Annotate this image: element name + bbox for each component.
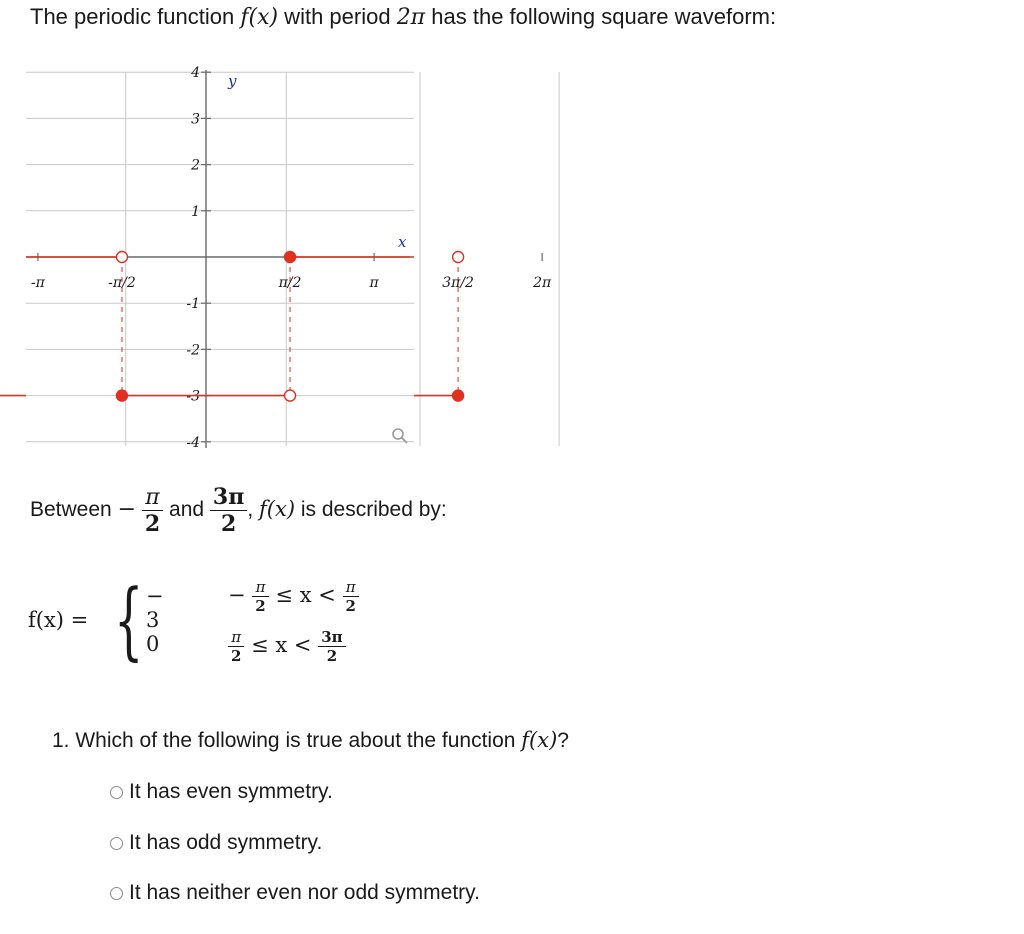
cond2-mid: ≤ x < — [251, 633, 312, 657]
option-odd-symmetry[interactable] — [110, 831, 322, 855]
option-label: It has neither even nor odd symmetry. — [129, 881, 480, 904]
radio-button[interactable] — [110, 887, 123, 900]
cond1-right-num: π — [345, 578, 356, 596]
square-wave-graph — [26, 64, 552, 456]
intro-mid: with period — [278, 4, 397, 29]
closed-endpoint — [116, 390, 127, 401]
intro-text — [30, 4, 776, 30]
piece-value-1: − 3 — [146, 584, 164, 632]
open-endpoint — [116, 252, 127, 263]
intro-period: 2π — [396, 5, 426, 30]
axes — [26, 70, 410, 448]
y-tick-label: -1 — [186, 296, 200, 313]
cond2-left-num: π — [231, 628, 242, 646]
waveform — [0, 257, 458, 396]
x-tick-label: -π/2 — [108, 275, 136, 291]
piece-condition-1 — [228, 578, 359, 615]
interval-description — [30, 484, 447, 537]
y-tick-label: 1 — [191, 203, 200, 220]
between-word: Between — [30, 498, 112, 522]
upper-den: 2 — [210, 510, 247, 537]
y-tick-label: 4 — [191, 65, 200, 82]
cond1-left-den: 2 — [252, 596, 268, 615]
x-tick-label: 3π/2 — [442, 275, 474, 291]
piece-condition-2 — [228, 628, 346, 665]
radio-button[interactable] — [110, 786, 123, 799]
intro-prefix: The periodic function — [30, 4, 241, 29]
piecewise-brace: { — [114, 571, 144, 669]
cond2-left-frac — [228, 628, 244, 665]
cond2-right-num: 3π — [321, 628, 343, 646]
piece-value-2: 0 — [146, 632, 160, 656]
zoom-icon[interactable] — [393, 429, 407, 443]
fraction-lower — [142, 485, 163, 537]
grid-layer — [0, 72, 559, 446]
cond1-pre: − — [228, 583, 246, 607]
x-tick-label: 2π — [533, 275, 552, 291]
cond2-left-den: 2 — [228, 646, 244, 665]
fraction-upper — [210, 484, 247, 537]
y-tick-label: 3 — [191, 111, 200, 128]
x-axis-label: x — [398, 233, 407, 251]
piecewise-lhs: f(x) = — [28, 608, 89, 632]
cond1-right-frac — [343, 578, 359, 615]
y-tick-label: -3 — [186, 388, 200, 405]
y-tick-label: -4 — [186, 434, 200, 451]
cond1-right-den: 2 — [343, 596, 359, 615]
option-neither-symmetry[interactable] — [110, 881, 480, 905]
between-fx: f(x) — [259, 497, 296, 522]
option-label: It has even symmetry. — [129, 780, 333, 803]
radio-button[interactable] — [110, 837, 123, 850]
option-even-symmetry[interactable] — [110, 780, 333, 804]
cond1-left-frac — [252, 578, 268, 615]
intro-fx: f(x) — [240, 5, 279, 30]
cond2-right-den: 2 — [318, 646, 345, 665]
and-word: and — [169, 498, 205, 522]
x-tick-label: -π — [30, 275, 45, 291]
between-minus: − — [117, 497, 137, 523]
dashed-jump-lines — [0, 257, 458, 396]
open-endpoint — [453, 252, 464, 263]
lower-den: 2 — [142, 510, 163, 537]
tick-labels — [0, 65, 552, 451]
open-endpoint — [285, 390, 296, 401]
x-tick-label: π/2 — [278, 275, 302, 291]
closed-endpoint — [285, 252, 296, 263]
lower-num: π — [145, 484, 160, 510]
cond1-left-num: π — [255, 578, 266, 596]
question-fx: f(x) — [521, 728, 558, 752]
y-axis-label: y — [228, 72, 237, 90]
y-tick-label: 2 — [191, 157, 200, 174]
question-suffix: ? — [557, 729, 569, 752]
endpoints — [0, 252, 464, 402]
upper-num: 3π — [212, 484, 245, 510]
closed-endpoint — [453, 390, 464, 401]
x-tick-label: π — [369, 275, 379, 291]
between-suffix: is described by: — [295, 498, 447, 522]
cond2-right-frac — [318, 628, 345, 665]
y-tick-label: -2 — [186, 342, 200, 359]
question-prompt — [52, 728, 569, 753]
option-label: It has odd symmetry. — [129, 831, 323, 854]
intro-suffix: has the following square waveform: — [425, 4, 777, 29]
cond1-mid: ≤ x < — [275, 583, 336, 607]
between-comma: , — [247, 498, 254, 522]
question-prefix: 1. Which of the following is true about the function — [52, 729, 522, 752]
